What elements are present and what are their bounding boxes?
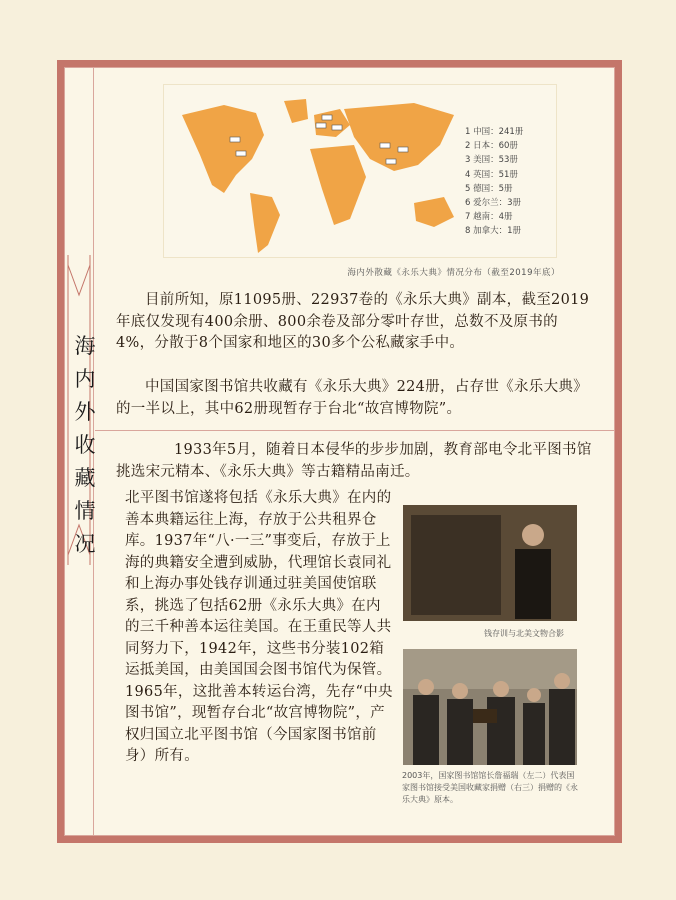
legend-item: 3 美国：53册 — [465, 155, 518, 166]
legend-item: 2 日本：60册 — [465, 141, 518, 152]
map-south-america — [250, 193, 280, 253]
map-legend — [465, 125, 523, 239]
legend-item: 8 加拿大：1册 — [465, 226, 522, 237]
map-marker-usa — [236, 151, 246, 156]
map-marker-canada — [230, 137, 240, 142]
map-africa — [310, 145, 366, 225]
photo-portrait — [403, 505, 577, 621]
paragraph-4: 北平图书馆遂将包括《永乐大典》在内的善本典籍运往上海，存放于公共租界仓库。1937年“八·一三”事变后，存放于上海的典籍安全遭到威胁，代理馆长袁同礼和上海办事处钱存训通过驻美国使馆联系，挑选了包括62册《永乐大典》在内的三千种善本运往美国。在王重民等人共同努力下，1942年，这些书分装102箱运抵美国，由美国国会图书馆代为保管。1965年，这批善本转运台湾，先存“中央图书馆”，现暂存台北“故宫博物院”，产权归国立北平图书馆（今国家图书馆前身）所有。 — [125, 490, 393, 764]
photo-caption-2: 2003年，国家图书馆馆长詹福瑞（左二）代表国家图书馆接受美国收藏家捐赠（右三）捐赠的《永乐大典》原本。 — [402, 771, 578, 804]
map-marker-japan — [398, 147, 408, 152]
paragraph-2: 中国国家图书馆共收藏有《永乐大典》224册，占存世《永乐大典》的一半以上，其中62册现暂存于台北“故宫博物院”。 — [116, 379, 588, 417]
map-marker-ireland — [322, 115, 332, 120]
paragraph-3: 1933年5月，随着日本侵华的步步加剧，教育部电令北平图书馆挑选宋元精本、《永乐大典》等古籍精品南迁。 — [116, 442, 592, 480]
map-marker-vietnam — [386, 159, 396, 164]
photo-ceremony — [403, 649, 577, 765]
legend-item: 6 爱尔兰：3册 — [465, 198, 522, 209]
paragraph-1: 目前所知，原11095册、22937卷的《永乐大典》副本，截至2019年底仅发现有400余册、800余卷及部分零叶存世，总数不及原书的4%，分散于8个国家和地区的30多个公私藏家手中。 — [116, 292, 590, 351]
map-caption: 海内外散藏《永乐大典》情况分布（截至2019年底） — [347, 268, 560, 278]
legend-item: 7 越南：4册 — [465, 212, 513, 223]
map-greenland — [284, 99, 308, 123]
section-divider — [95, 430, 615, 431]
legend-item: 1 中国：241册 — [465, 127, 524, 137]
legend-item: 5 德国：5册 — [465, 183, 513, 194]
legend-item: 4 英国：51册 — [465, 169, 518, 180]
map-marker-china — [380, 143, 390, 148]
map-australia — [414, 197, 454, 227]
section-title: 海内外收藏情况 — [74, 334, 96, 556]
map-marker-uk — [316, 123, 326, 128]
map-asia — [344, 103, 454, 171]
photo-caption-1: 钱存训与北美文物合影 — [484, 629, 564, 638]
map-north-america — [182, 105, 264, 193]
map-marker-germany — [332, 125, 342, 130]
